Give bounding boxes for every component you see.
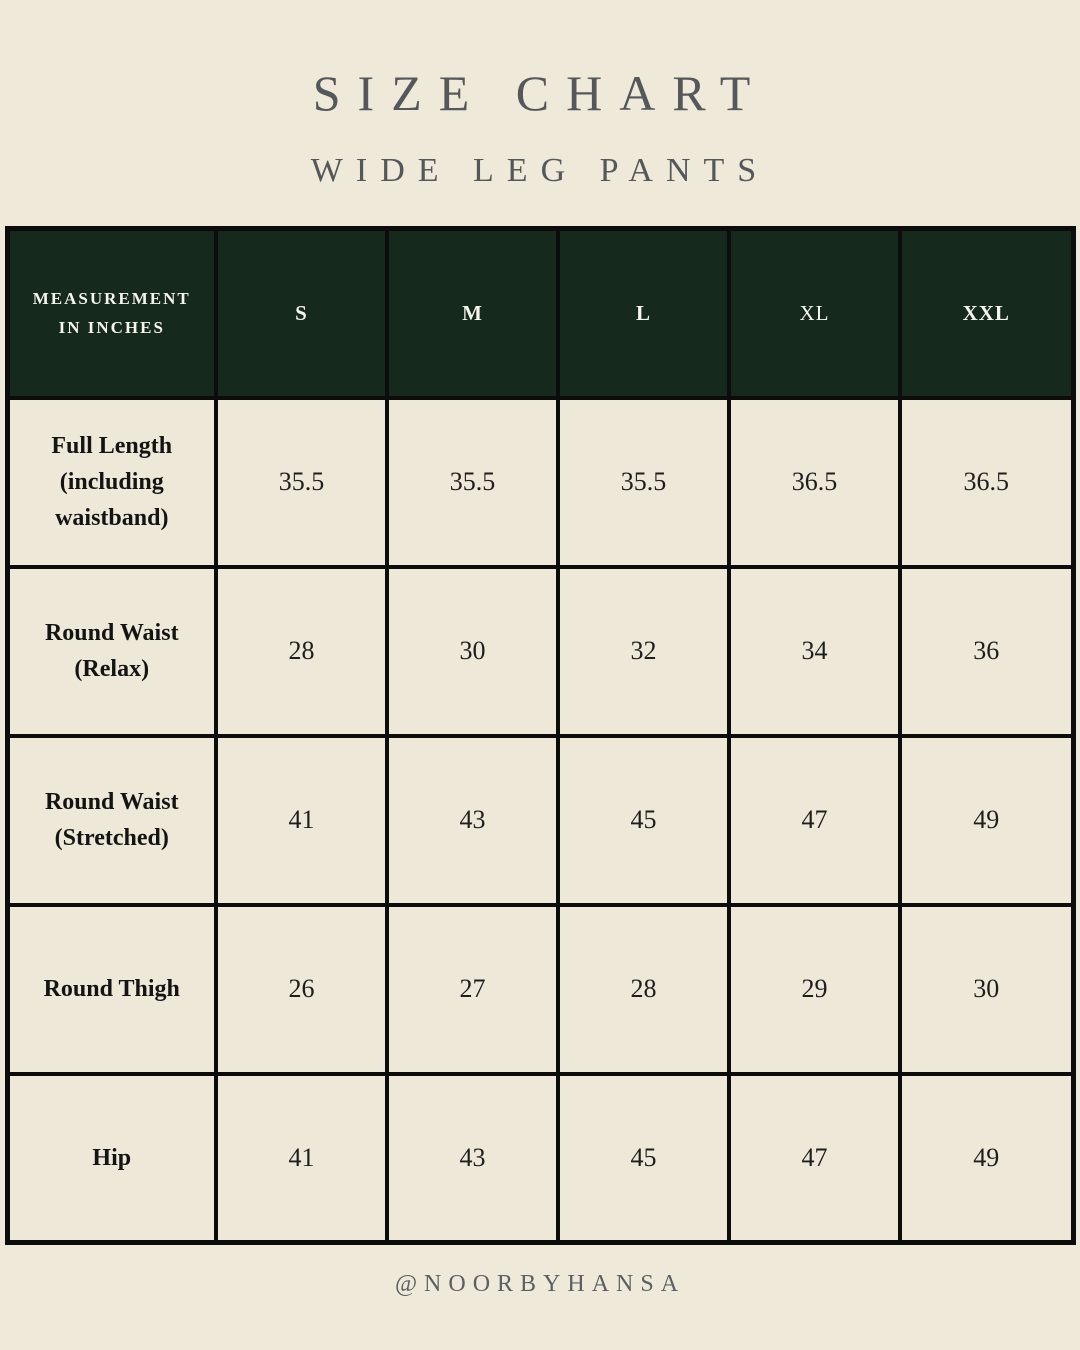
value-cell: 28 <box>216 567 387 736</box>
value-cell: 45 <box>558 736 729 905</box>
value-cell: 26 <box>216 905 387 1074</box>
table-row-hip <box>7 1074 1073 1243</box>
row-label: Hip <box>7 1074 216 1243</box>
value-cell: 47 <box>729 736 900 905</box>
value-cell: 35.5 <box>387 398 558 567</box>
page-subtitle: WIDE LEG PANTS <box>310 152 770 189</box>
footer-block <box>0 1271 1080 1298</box>
header-block <box>0 0 1080 190</box>
table-row-round-waist-stretched <box>7 736 1073 905</box>
value-cell: 49 <box>900 1074 1073 1243</box>
value-cell: 41 <box>216 1074 387 1243</box>
header-cell-size-m: M <box>387 229 558 398</box>
value-cell: 27 <box>387 905 558 1074</box>
value-cell: 30 <box>387 567 558 736</box>
value-cell: 43 <box>387 736 558 905</box>
value-cell: 45 <box>558 1074 729 1243</box>
value-cell: 47 <box>729 1074 900 1243</box>
header-cell-size-l: L <box>558 229 729 398</box>
value-cell: 36 <box>900 567 1073 736</box>
value-cell: 36.5 <box>729 398 900 567</box>
value-cell: 29 <box>729 905 900 1074</box>
table-row-round-waist-relax <box>7 567 1073 736</box>
table-row-round-thigh <box>7 905 1073 1074</box>
value-cell: 28 <box>558 905 729 1074</box>
header-cell-measurement: MEASUREMENT IN INCHES <box>7 229 216 398</box>
row-label: Round Waist (Stretched) <box>7 736 216 905</box>
row-label: Round Thigh <box>7 905 216 1074</box>
value-cell: 30 <box>900 905 1073 1074</box>
value-cell: 49 <box>900 736 1073 905</box>
value-cell: 34 <box>729 567 900 736</box>
page-title: SIZE CHART <box>312 65 768 121</box>
value-cell: 35.5 <box>216 398 387 567</box>
header-cell-size-s: S <box>216 229 387 398</box>
value-cell: 32 <box>558 567 729 736</box>
table-row-full-length <box>7 398 1073 567</box>
value-cell: 36.5 <box>900 398 1073 567</box>
value-cell: 35.5 <box>558 398 729 567</box>
header-cell-size-xl: XL <box>729 229 900 398</box>
row-label: Round Waist (Relax) <box>7 567 216 736</box>
table-header-row <box>7 229 1073 398</box>
value-cell: 41 <box>216 736 387 905</box>
row-label: Full Length (including waistband) <box>7 398 216 567</box>
value-cell: 43 <box>387 1074 558 1243</box>
brand-handle: @NOORBYHANSA <box>394 1271 686 1297</box>
header-cell-size-xxl: XXL <box>900 229 1073 398</box>
size-chart-table <box>5 226 1076 1245</box>
